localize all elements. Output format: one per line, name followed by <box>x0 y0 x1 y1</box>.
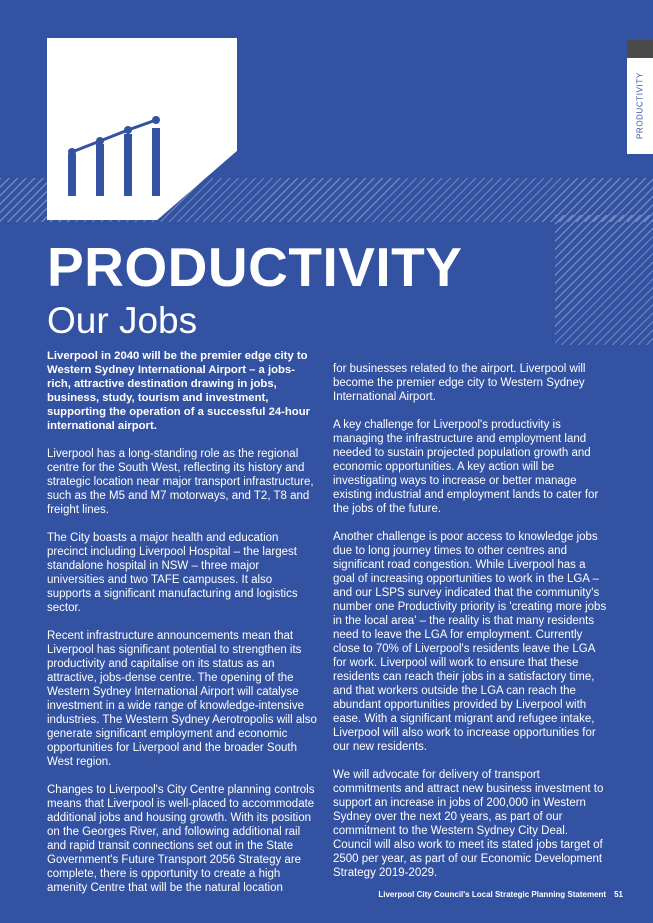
page-number: 51 <box>614 890 623 899</box>
left-column <box>47 349 317 909</box>
page-title: PRODUCTIVITY <box>47 236 463 298</box>
lead-paragraph: Liverpool in 2040 will be the premier edge city to Western Sydney International Airport – a jobs-rich, attractive destination drawing in jobs, business, study, tourism and investment, supporting the operation of a successful 24-hour international airport. <box>47 350 310 432</box>
side-tab-label: PRODUCTIVITY <box>635 72 645 140</box>
footer-title: Liverpool City Council's Local Strategic Planning Statement <box>378 890 607 899</box>
hatched-corner-decoration <box>555 215 653 345</box>
body-paragraph: A key challenge for Liverpool's productivity is managing the infrastructure and employment land needed to sustain projected population growth and economic opportunities. A key action will be investigating ways to increase or better manage existing industrial and employment lands to cater for the jobs of the future. <box>333 419 599 515</box>
page-footer <box>378 890 623 899</box>
body-paragraph: The City boasts a major health and education precinct including Liverpool Hospital – the largest standalone hospital in NSW – three major universities and two TAFE campuses. It also supports a significant manufacturing and logistics sector. <box>47 532 298 614</box>
body-paragraph: Changes to Liverpool's City Centre planning controls means that Liverpool is well-placed to accommodate additional jobs and housing growth. With its position on the Georges River, and following additional rail and rapid transit connections set out in the State Government's Future Transport 2056 Strategy are complete, there is opportunity to create a high amenity Centre that will be the natural location <box>47 784 315 894</box>
body-paragraph: We will advocate for delivery of transport commitments and attract new business investment to support an increase in jobs of 200,000 in Western Sydney over the next 20 years, as part of our commitment to the Western Sydney City Deal. Council will also work to meet its stated jobs target of 2500 per year, as part of our Economic Development Strategy 2019-2029. <box>333 769 604 879</box>
body-paragraph: for businesses related to the airport. Liverpool will become the premier edge city to Western Sydney International Airport. <box>333 363 586 403</box>
body-paragraph: Another challenge is poor access to knowledge jobs due to long journey times to other centres and significant road congestion. While Liverpool has a goal of increasing opportunities to work in the LGA – and our LSPS survey indicated that the community's number one Productivity priority is 'creating more jobs in the local area' – the reality is that many residents need to leave the LGA for employment. Currently close to 70% of Liverpool's residents leave the LGA for work. Liverpool will work to ensure that these residents can reach their jobs in a satisfactory time, and that workers outside the LGA can reach the abundant opportunities provided by Liverpool with ease. With a significant migrant and refugee intake, Liverpool will also work to increase opportunities for our new residents. <box>333 531 607 753</box>
page-subtitle: Our Jobs <box>47 300 198 341</box>
body-paragraph: Liverpool has a long-standing role as the regional centre for the South West, reflecting its history and strategic location near major transport infrastructure, such as the M5 and M7 motorways, and T2, T8 and freight lines. <box>47 448 314 516</box>
right-column <box>333 362 608 894</box>
body-paragraph: Recent infrastructure announcements mean that Liverpool has significant potential to strengthen its productivity and capitalise on its status as an attractive, jobs-dense centre. The opening of the Western Sydney International Airport will catalyse investment in a wide range of knowledge-intensive industries. The Western Sydney Aerotropolis will also generate significant employment and economic opportunities for Liverpool and the broader South West region. <box>47 630 317 768</box>
growth-chart-icon <box>60 104 166 196</box>
side-tab-marker <box>627 40 653 58</box>
